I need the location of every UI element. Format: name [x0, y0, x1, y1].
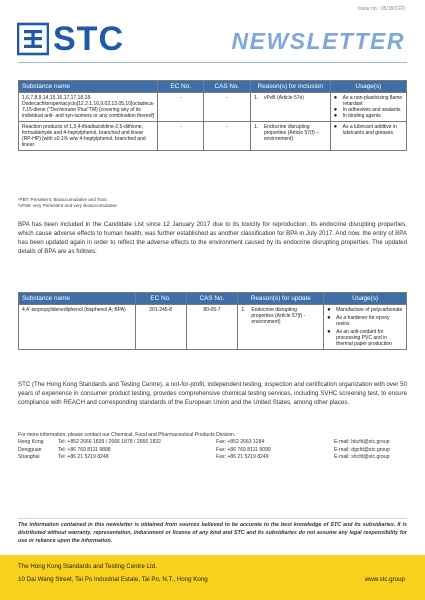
office-row — [18, 447, 407, 454]
office-row — [18, 454, 407, 461]
reason-cell — [250, 93, 330, 122]
office-tel: Tel: +86 21 5219 8248 — [58, 454, 109, 461]
reason-index: 1. — [253, 95, 259, 101]
header-reason: Reason(s) for update — [238, 293, 324, 305]
bullet-icon: ● — [327, 315, 331, 321]
cas-number: - — [203, 93, 250, 122]
footnotes — [18, 197, 117, 209]
table-row — [19, 122, 407, 151]
header-cas: CAS No. — [203, 81, 250, 93]
usage-item: As a hardener for epoxy resins — [336, 315, 390, 327]
office-email[interactable]: E-mail: hkcfd@stc.group — [334, 439, 390, 446]
newsletter-title: NEWSLETTER — [231, 28, 405, 54]
footer-org: The Hong Kong Standards and Testing Centre Ltd. — [18, 563, 157, 570]
contact-block — [18, 432, 407, 462]
bullet-icon: ● — [333, 113, 338, 119]
header-divider — [18, 62, 407, 63]
reason-cell — [250, 122, 330, 151]
bullet-icon: ● — [333, 107, 338, 113]
reason-cell — [238, 305, 324, 350]
disclaimer-divider — [18, 518, 407, 519]
usage-item: Manufacture of polycarbonate — [336, 307, 403, 313]
office-city: Hong Kong — [18, 439, 44, 446]
header-cas: CAS No. — [186, 293, 238, 305]
issue-number: Issue no.: 05/18/CFD — [357, 6, 405, 12]
header-substance: Substance name — [19, 293, 136, 305]
header-ec: EC No. — [158, 81, 204, 93]
office-fax: Fax: +852 2663 1284 — [216, 439, 265, 446]
substance-name: 4,4'-isopropylidenediphenol (bisphenol A; BPA) — [19, 305, 136, 350]
stc-paragraph: STC (The Hong Kong Standards and Testing Centre), a not-for-profit, independent testing, inspection and certification organization with over 50 years of experience in consumer product testing, provides comprehensive chemical testing services, including SVHC screening test, to ensure compliance with REACH and corresponding standards of the European Union and the United States, among other places. — [18, 381, 407, 406]
office-city: Dongguan — [18, 446, 42, 453]
usage-item: As a non-plasticising flame retardant — [342, 95, 403, 107]
svhc-table — [18, 80, 407, 151]
reason-text: Endocrine disrupting properties (Article 57(f) - environment) — [251, 307, 306, 325]
office-tel: Tel: +852 2666 1839 / 2666 1878 / 2666 1832 — [58, 439, 161, 446]
office-tel: Tel: +86 769 8111 9888 — [58, 446, 111, 453]
header-substance: Substance name — [19, 81, 158, 93]
reason-index: 1. — [253, 124, 259, 130]
bpa-table — [18, 292, 407, 350]
ec-number: 201-245-8 — [135, 305, 186, 350]
footnote-vpvb: ²vPvB: very Persistent and very Bioaccumulative — [18, 203, 117, 208]
table-row — [19, 93, 407, 122]
office-row — [18, 439, 407, 446]
usage-cell — [324, 305, 407, 350]
stc-logo-mark-icon — [17, 22, 49, 56]
reason-text: Endocrine disrupting properties (Article 57(f) – environment) — [263, 124, 319, 142]
header-usage: Usage(s) — [330, 81, 406, 93]
table-header-row — [19, 293, 407, 305]
cas-number: - — [203, 122, 250, 151]
usage-cell — [330, 122, 406, 151]
table-row — [19, 305, 407, 350]
reason-text: vPvB (Article 57e) — [263, 95, 304, 101]
reason-index: 1. — [241, 307, 246, 313]
bullet-icon: ● — [333, 95, 338, 101]
header-ec: EC No. — [135, 293, 186, 305]
usage-item: As a lubricant additive in lubricants and greases — [342, 124, 397, 136]
bpa-paragraph: BPA has been included in the Candidate List since 12 January 2017 due to its toxicity for reproduction. Its endocrine disrupting properties, which cause adverse effects to human health, was further established as another classification for BPA in July 2017. And now, the entry of BPA has been updated again in order to reflect the adverse effects to the environment caused by its endocrine disrupting properties. The updated details of BPA are as follows: — [18, 221, 407, 255]
logo-text: STC — [53, 20, 124, 58]
usage-item: In binding agents — [342, 113, 381, 119]
office-email[interactable]: E-mail: dgcfd@stc.group — [334, 446, 390, 453]
header-usage: Usage(s) — [324, 293, 407, 305]
substance-name: 1,6,7,8,9,14,15,16,17,17,18,18-Dodecachloropentacyclo[12.2.1.16,9.02,13.05,10]octadeca-7,15-diene ("Dechlorane Plus"TM) [covering any of its individual anti- and syn-isomers or any combination thereof] — [19, 93, 158, 122]
usage-cell — [330, 93, 406, 122]
stc-logo — [17, 22, 124, 56]
header-reason: Reason(s) for inclusion — [250, 81, 330, 93]
table-header-row — [19, 81, 407, 93]
office-fax: Fax: +86 21 5219 8249 — [216, 454, 269, 461]
footer-website-link[interactable]: www.stc.group — [364, 576, 405, 583]
cas-number: 80-05-7 — [186, 305, 238, 350]
disclaimer: The information contained in this newsletter is obtained from sources believed to be accurate to the best knowledge of STC and its subsidiaries. It is distributed without warranty, representation, inducement or license of any kind and STC and its subsidiaries do not assume any legal responsibility for use or reliance upon the information. — [18, 522, 407, 544]
ec-number: - — [158, 93, 204, 122]
office-city: Shanghai — [18, 454, 40, 461]
footer-bar — [0, 555, 425, 600]
substance-name: Reaction products of 1,3,4-thiadiazolidine-2,5-dithione, formaldehyde and 4-heptylphenol, branched and linear (RP-HP) [with ≥0.1% w/w 4-heptylphenol, branched and linear — [19, 122, 158, 151]
usage-item: As an anti-oxidant for processing PVC and in thermal paper production — [336, 329, 392, 347]
footer-address: 10 Dai Wang Street, Tai Po Industrial Estate, Tai Po, N.T., Hong Kong — [18, 576, 208, 583]
office-email[interactable]: E-mail: shcfd@stc.group — [334, 454, 390, 461]
footnote-pbt: ¹PBT: Persistent, Bioaccumulative and Toxic — [18, 197, 108, 202]
usage-item: In adhesives and sealants — [342, 107, 401, 113]
contact-intro: For more information, please contact our Chemical, Food and Pharmaceutical Products Division. — [18, 432, 236, 438]
bullet-icon: ● — [327, 307, 331, 313]
bullet-icon: ● — [333, 124, 338, 130]
ec-number: - — [158, 122, 204, 151]
bullet-icon: ● — [327, 329, 331, 335]
office-fax: Fax: +86 769 8111 9090 — [216, 446, 271, 453]
